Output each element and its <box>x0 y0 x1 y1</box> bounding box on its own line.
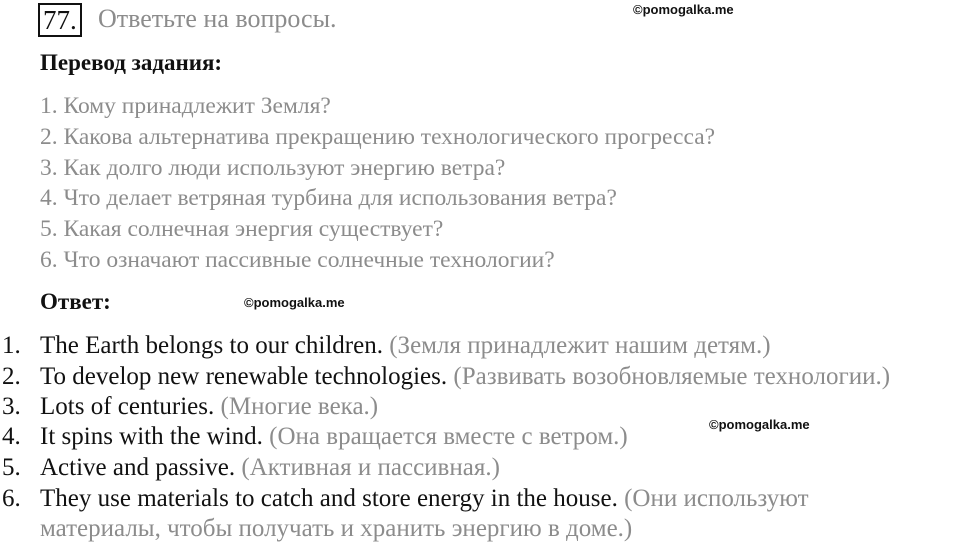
translation-item: 5. Какая солнечная энергия существует? <box>40 216 444 242</box>
exercise-prompt: Ответьте на вопросы. <box>98 4 337 33</box>
answer-russian: (Земля принадлежит нашим детям.) <box>382 332 771 359</box>
answer-item <box>40 331 771 361</box>
answer-item <box>40 453 500 483</box>
answer-number: 4. <box>2 423 21 450</box>
answer-number: 2. <box>2 363 21 390</box>
answer-number: 3. <box>2 393 21 420</box>
answer-russian: (Многие века.) <box>214 393 379 420</box>
translation-heading: Перевод задания: <box>40 50 223 75</box>
answer-number: 5. <box>2 454 21 481</box>
watermark-middle: ©pomogalka.me <box>244 295 345 310</box>
answer-russian: (Они используют <box>617 485 809 512</box>
translation-item: 4. Что делает ветряная турбина для использования ветра? <box>40 185 617 211</box>
exercise-number: 77. <box>38 3 82 37</box>
answer-number: 1. <box>2 332 21 359</box>
translation-item: 6. Что означают пассивные солнечные технологии? <box>40 247 555 273</box>
answer-english: They use materials to catch and store energy in the house. <box>40 485 618 512</box>
answer-english: Lots of centuries. <box>40 393 215 420</box>
answer-item <box>40 484 809 514</box>
answer-russian: (Развивать возобновляемые технологии.) <box>447 363 891 390</box>
answer-item <box>40 392 378 422</box>
translation-item: 1. Кому принадлежит Земля? <box>40 93 331 119</box>
answer-russian: (Она вращается вместе с ветром.) <box>262 423 628 450</box>
watermark-top: ©pomogalka.me <box>633 2 734 17</box>
answer-item <box>40 362 890 392</box>
answer-english: The Earth belongs to our children. <box>40 332 383 359</box>
translation-item: 3. Как долго люди используют энергию ветра? <box>40 155 506 181</box>
answer-english: To develop new renewable technologies. <box>40 363 448 390</box>
answer-english: Active and passive. <box>40 454 236 481</box>
watermark-lower: ©pomogalka.me <box>709 417 810 432</box>
answer-russian-continuation: материалы, чтобы получать и хранить энергию в доме.) <box>40 515 633 542</box>
answer-number: 6. <box>2 485 21 512</box>
answer-heading: Ответ: <box>40 289 111 314</box>
answer-english: It spins with the wind. <box>40 423 263 450</box>
translation-item: 2. Какова альтернатива прекращению технологического прогресса? <box>40 124 716 150</box>
answer-item <box>40 422 628 452</box>
answer-russian: (Активная и пассивная.) <box>235 454 500 481</box>
